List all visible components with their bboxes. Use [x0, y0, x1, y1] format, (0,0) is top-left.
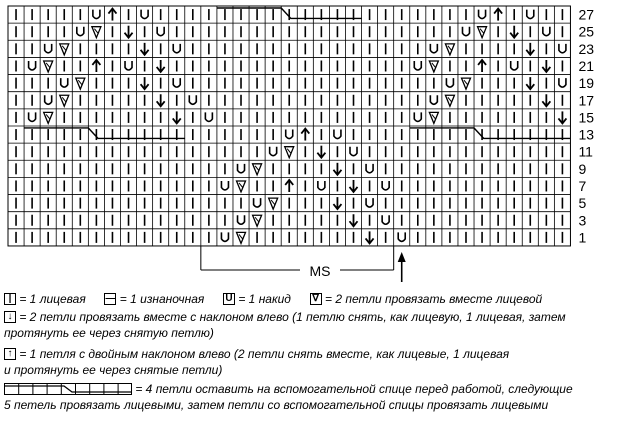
ssk-stitch: [141, 77, 149, 89]
legend-line-3: [4, 325, 214, 340]
ssk-stitch: [526, 43, 534, 55]
yarn-over-stitch: [173, 78, 180, 87]
k2tog-stitch: [253, 215, 262, 226]
yarn-over-stitch: [511, 61, 518, 70]
yarn-over-stitch: [527, 10, 534, 19]
ssk-stitch: [558, 111, 566, 123]
yarn-over-stitch: [430, 44, 437, 53]
row-number: 17: [578, 92, 595, 109]
legend-line-2: [4, 309, 566, 324]
yarn-over-stitch: [559, 44, 566, 53]
legend-purl: = 1 изнаночная: [119, 291, 205, 306]
legend-line-1: [4, 291, 542, 306]
yarn-over-stitch: [286, 130, 293, 139]
yarn-over-stitch: [334, 130, 341, 139]
yarn-over-icon: U: [223, 293, 235, 305]
yarn-over-stitch: [559, 78, 566, 87]
legend-sk2p-2: и протянуть ее через снятые петли): [4, 362, 223, 377]
ssk-stitch: [173, 111, 181, 123]
row-number: 5: [578, 195, 587, 212]
sk2p-stitch: [301, 129, 309, 141]
legend-line-7: [4, 397, 548, 412]
yarn-over-stitch: [414, 61, 421, 70]
legend-cable-2: 5 петель провязать лицевыми, затем петли со вспомогательной спицы провязать лицевыми: [4, 397, 549, 412]
k2tog-stitch: [76, 78, 85, 89]
sk2p-stitch: [285, 180, 293, 192]
ssk-stitch: [333, 163, 341, 175]
k2tog-stitch: [44, 112, 53, 123]
ssk-stitch: [317, 146, 325, 158]
legend-line-5: [4, 362, 222, 377]
yarn-over-stitch: [398, 232, 405, 241]
k2tog-stitch: [269, 198, 278, 209]
ssk-stitch: [125, 26, 133, 38]
yarn-over-stitch: [189, 95, 196, 104]
legend-ssk: = 2 петли провязать вместе с наклоном влево (1 петлю снять, как лицевую, 1 лицевая, затем: [19, 309, 566, 324]
ssk-stitch: [526, 77, 534, 89]
ssk-stitch: [157, 60, 165, 72]
k2tog-stitch: [237, 181, 246, 192]
yarn-over-stitch: [318, 181, 325, 190]
ssk-stitch: [510, 26, 518, 38]
yarn-over-stitch: [61, 78, 68, 87]
yarn-over-stitch: [221, 232, 228, 241]
yarn-over-stitch: [254, 198, 261, 207]
yarn-over-stitch: [45, 95, 52, 104]
row-number: 27: [578, 6, 595, 23]
k2tog-stitch: [445, 95, 454, 106]
k2tog-stitch: [60, 95, 69, 106]
yarn-over-stitch: [125, 61, 132, 70]
k2tog-stitch: [60, 44, 69, 55]
legend-line-4: [4, 346, 509, 361]
yarn-over-stitch: [366, 164, 373, 173]
chart-grid: [8, 6, 570, 246]
purl-stitch-icon: —: [105, 292, 116, 304]
ms-repeat-marker: [201, 246, 406, 282]
yarn-over-stitch: [414, 112, 421, 121]
row-number: 25: [578, 23, 595, 40]
yarn-over-stitch: [238, 215, 245, 224]
legend-ssk-2: протянуть ее через снятую петлю): [4, 325, 214, 340]
ssk-stitch: [350, 180, 358, 192]
row-number: 21: [578, 57, 595, 74]
yarn-over-stitch: [382, 215, 389, 224]
row-number: 1: [578, 229, 587, 246]
row-numbers: [578, 7, 594, 246]
sk2p-stitch: [108, 9, 116, 21]
k2tog-stitch: [92, 27, 101, 38]
yarn-over-stitch: [77, 27, 84, 36]
yarn-over-stitch: [543, 27, 550, 36]
legend-yo: = 1 накид: [238, 291, 291, 306]
yarn-over-stitch: [270, 147, 277, 156]
k2tog-stitch: [429, 112, 438, 123]
legend-k2tog: = 2 петли провязать вместе лицевой: [324, 291, 543, 306]
legend-line-6: [4, 381, 573, 396]
yarn-over-stitch: [430, 95, 437, 104]
sk2p-icon: ↑: [4, 348, 16, 360]
yarn-over-stitch: [93, 10, 100, 19]
yarn-over-stitch: [29, 61, 36, 70]
row-number: 15: [578, 109, 595, 126]
ssk-stitch: [366, 231, 374, 243]
k2tog-stitch: [429, 61, 438, 72]
row-number: 13: [578, 126, 595, 143]
ssk-icon: ↓: [4, 311, 16, 323]
yarn-over-stitch: [141, 10, 148, 19]
ms-label: MS: [309, 263, 331, 279]
ssk-stitch: [141, 43, 149, 55]
sk2p-stitch: [92, 60, 100, 72]
yarn-over-stitch: [221, 181, 228, 190]
yarn-over-stitch: [446, 78, 453, 87]
k2tog-stitch: [237, 232, 246, 243]
ssk-stitch: [542, 94, 550, 106]
row-number: 19: [578, 75, 595, 92]
k2tog-stitch: [478, 27, 487, 38]
yarn-over-stitch: [382, 181, 389, 190]
yarn-over-stitch: [157, 27, 164, 36]
cable-icon: [4, 383, 132, 395]
sk2p-stitch: [478, 60, 486, 72]
ssk-stitch: [542, 60, 550, 72]
yarn-over-stitch: [238, 164, 245, 173]
row-number: 11: [578, 143, 593, 160]
legend-knit: = 1 лицевая: [19, 291, 86, 306]
yarn-over-stitch: [462, 27, 469, 36]
yarn-over-stitch: [479, 10, 486, 19]
ssk-stitch: [333, 197, 341, 209]
yarn-over-stitch: [205, 112, 212, 121]
k2tog-stitch: [445, 44, 454, 55]
row-number: 3: [578, 212, 587, 229]
ssk-stitch: [350, 214, 358, 226]
k2tog-stitch: [285, 147, 294, 158]
ssk-stitch: [157, 94, 165, 106]
sk2p-stitch: [494, 9, 502, 21]
center-arrow-head: [398, 252, 406, 262]
k2tog-stitch: [461, 78, 470, 89]
yarn-over-stitch: [366, 198, 373, 207]
k2tog-stitch: [253, 164, 262, 175]
row-number: 7: [578, 177, 587, 194]
yarn-over-stitch: [350, 147, 357, 156]
legend-sk2p: = 1 петля с двойным наклоном влево (2 петли снять вместе, как лицевые, 1 лицевая: [19, 346, 510, 361]
k2tog-stitch: [44, 61, 53, 72]
yarn-over-stitch: [29, 112, 36, 121]
knit-stitch-icon: |: [4, 293, 16, 305]
row-number: 23: [578, 40, 595, 57]
yarn-over-stitch: [173, 44, 180, 53]
k2tog-icon: ∇: [310, 293, 322, 305]
yarn-over-stitch: [45, 44, 52, 53]
row-number: 9: [578, 160, 587, 177]
legend-cable: = 4 петли оставить на вспомогательной спице перед работой, следующие: [135, 381, 573, 396]
